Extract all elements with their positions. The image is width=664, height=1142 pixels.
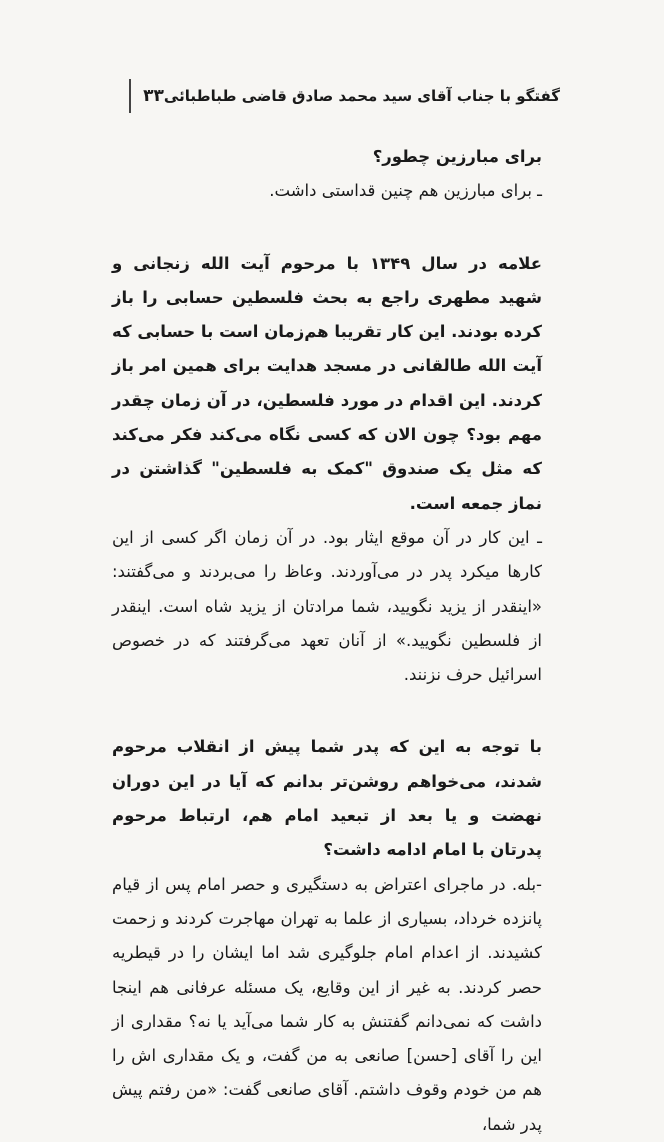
interview-answer: ـ برای مبارزین هم چنین قداستی داشت.: [269, 181, 542, 201]
qa-section: [112, 247, 542, 693]
interview-question: با توجه به این که پدر شما پیش از انقلاب مرحوم شدند، می‌خواهم روشن‌تر بدانم که آیا در این دوران نهضت و یا بعد از تبعید امام هم، ارتباط مرحوم پدرتان با امام ادامه داشت؟: [112, 737, 542, 860]
page-header: [120, 78, 560, 114]
page-number: ۳۳: [129, 79, 164, 113]
qa-section: [112, 140, 542, 209]
interview-question: برای مبارزین چطور؟: [372, 147, 542, 166]
interview-answer: ـ این کار در آن موقع ایثار بود. در آن زمان اگر کسی از این کارها میکرد پدر در می‌آوردند. وعاظ را می‌بردند و می‌گفتند: «اینقدر از یزید نگویید، شما مرادتان از یزید شاه است. اینقدر از فلسطین نگویید.» از آنان تعهد می‌گرفتند که در خصوص اسرائیل حرف نزنند.: [112, 527, 542, 685]
running-title: گفتگو با جناب آقای سید محمد صادق قاضی طباطبائی: [163, 87, 560, 105]
page-body: [112, 140, 542, 1142]
interview-question: علامه در سال ۱۳۴۹ با مرحوم آیت الله زنجانی و شهید مطهری راجع به بحث فلسطین حسابی را باز کرده بودند. این کار تقریبا هم‌زمان است با حسابی که آیت الله طالقانی در مسجد هدایت برای همین امر باز کردند. این اقدام در مورد فلسطین، در آن زمان چقدر مهم بود؟ چون الان که کسی نگاه می‌کند فکر می‌کند که مثل یک صندوق "کمک به فلسطین" گذاشتن در نماز جمعه است.: [112, 253, 542, 513]
interview-answer: -بله. در ماجرای اعتراض به دستگیری و حصر امام پس از قیام پانزده خرداد، بسیاری از علما به تهران مهاجرت کردند و زحمت کشیدند. از اعدام امام جلوگیری شد اما ایشان را در قیطریه حصر کردند. به غیر از این وقایع، یک مسئله عرفانی هم اینجا داشت که نمی‌دانم گفتنش به کار شما می‌آید یا نه؟ مقداری از این را آقای [حسن] صانعی به من گفت، و یک مقداری اش را هم من خودم وقوف داشتم. آقای صانعی گفت: «من رفتم پیش پدر شما،: [112, 874, 542, 1134]
qa-section: [112, 730, 542, 1142]
